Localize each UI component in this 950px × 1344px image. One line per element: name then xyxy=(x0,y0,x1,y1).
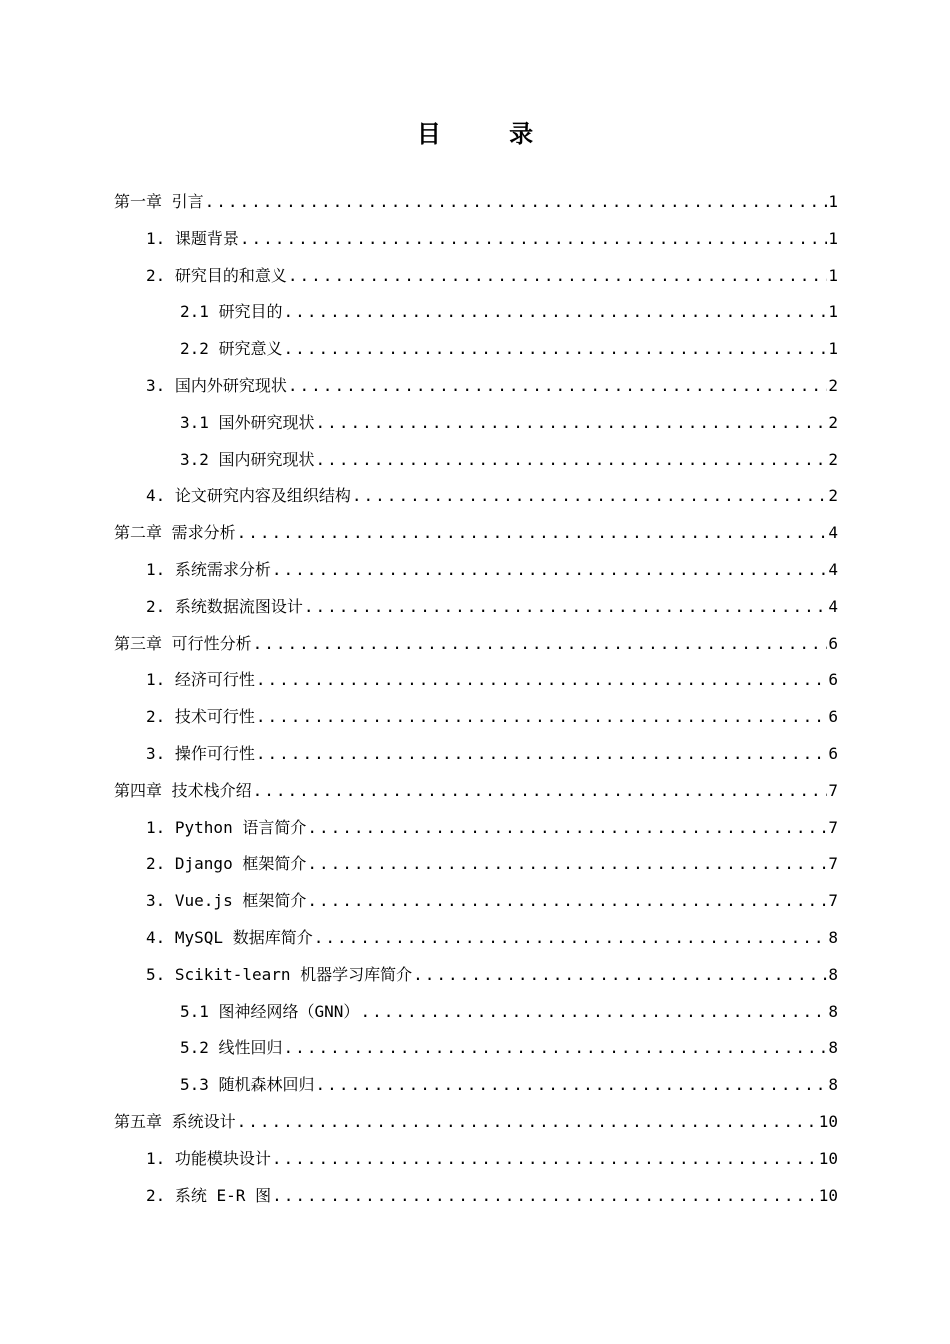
toc-leader-dots xyxy=(205,191,828,213)
toc-leader-dots xyxy=(304,596,827,618)
toc-entry-page: 1 xyxy=(828,192,838,211)
toc-entry-title: 5.2 线性回归 xyxy=(180,1038,283,1058)
toc-leader-dots xyxy=(307,853,827,875)
toc-leader-dots xyxy=(352,485,827,507)
toc-entry[interactable] xyxy=(180,336,838,360)
toc-entry-title: 1. 系统需求分析 xyxy=(146,560,271,579)
toc-leader-dots xyxy=(237,522,828,544)
toc-entry[interactable] xyxy=(146,667,838,691)
toc-entry-title: 3.2 国内研究现状 xyxy=(180,449,315,469)
toc-entry[interactable] xyxy=(146,925,838,949)
toc-leader-dots xyxy=(413,964,827,986)
toc-leader-dots xyxy=(307,890,827,912)
toc-leader-dots xyxy=(284,301,828,323)
toc-entry-title: 2. 系统 E-R 图 xyxy=(146,1185,272,1205)
toc-title: 目 录 xyxy=(416,120,564,148)
toc-entry-title: 5.3 随机森林回归 xyxy=(180,1075,315,1095)
toc-entry-page: 4 xyxy=(828,560,838,579)
toc-entry[interactable] xyxy=(146,962,838,986)
toc-entry[interactable] xyxy=(114,1109,838,1133)
toc-entry[interactable] xyxy=(146,594,838,618)
toc-leader-dots xyxy=(360,1001,827,1023)
toc-entry-page: 7 xyxy=(828,817,838,837)
toc-entry-title: 3. 国内外研究现状 xyxy=(146,376,287,395)
toc-entry[interactable] xyxy=(146,483,838,507)
toc-entry-title: 第四章 技术栈介绍 xyxy=(114,780,252,800)
toc-entry-title: 2. 研究目的和意义 xyxy=(146,265,287,285)
toc-entry-page: 6 xyxy=(828,670,838,690)
toc-leader-dots xyxy=(256,669,827,691)
toc-leader-dots xyxy=(256,706,827,728)
toc-leader-dots xyxy=(284,338,828,360)
toc-entry[interactable] xyxy=(180,1035,838,1059)
toc-entry-page: 7 xyxy=(828,891,838,911)
toc-leader-dots xyxy=(307,817,827,839)
toc-entry-title: 1. 经济可行性 xyxy=(146,670,255,690)
toc-entry[interactable] xyxy=(180,410,838,434)
toc-entry-page: 1 xyxy=(828,228,838,248)
toc-entry-title: 2.1 研究目的 xyxy=(180,302,283,322)
toc-entry-title: 4. 论文研究内容及组织结构 xyxy=(146,486,351,506)
toc-leader-dots xyxy=(316,449,828,471)
toc-leader-dots xyxy=(288,375,827,397)
toc-leader-dots xyxy=(237,1111,818,1133)
toc-entry-page: 2 xyxy=(828,449,838,469)
toc-leader-dots xyxy=(272,559,827,581)
toc-entry[interactable] xyxy=(146,815,838,839)
toc-entry-title: 5.1 图神经网络（GNN） xyxy=(180,1001,360,1021)
toc-entry[interactable] xyxy=(180,299,838,323)
toc-entry-title: 2. Django 框架简介 xyxy=(146,854,307,874)
toc-entry-title: 3. Vue.js 框架简介 xyxy=(146,891,307,911)
toc-entry[interactable] xyxy=(180,1072,838,1096)
toc-entry-page: 6 xyxy=(828,707,838,727)
toc-entry[interactable] xyxy=(146,1183,838,1207)
toc-entry-title: 第一章 引言 xyxy=(114,192,204,211)
toc-leader-dots xyxy=(272,1185,818,1207)
toc-leader-dots xyxy=(314,927,828,949)
toc-entry-page: 8 xyxy=(828,1038,838,1058)
toc-leader-dots xyxy=(240,228,827,250)
toc-entry-page: 1 xyxy=(828,302,838,322)
toc-entry-title: 1. 课题背景 xyxy=(146,228,239,248)
toc-entry-page: 10 xyxy=(818,1148,838,1168)
toc-entry-page: 4 xyxy=(828,596,838,616)
toc-entry[interactable] xyxy=(146,373,838,397)
toc-entry-title: 第五章 系统设计 xyxy=(114,1112,236,1131)
toc-leader-dots xyxy=(256,743,827,765)
toc-entry-page: 4 xyxy=(828,523,838,543)
toc-entry[interactable] xyxy=(146,226,838,250)
toc-entry-title: 5. Scikit-learn 机器学习库简介 xyxy=(146,964,413,984)
toc-entry[interactable] xyxy=(146,741,838,765)
toc-entry-page: 10 xyxy=(818,1185,838,1205)
toc-entry-page: 6 xyxy=(828,633,838,653)
toc-entry-title: 第三章 可行性分析 xyxy=(114,633,252,653)
toc-entry-page: 7 xyxy=(828,780,838,800)
toc-entry[interactable] xyxy=(146,851,838,875)
toc-entry-page: 2 xyxy=(828,486,838,506)
toc-entry[interactable] xyxy=(146,888,838,912)
toc-leader-dots xyxy=(284,1037,828,1059)
toc-entry-title: 1. 功能模块设计 xyxy=(146,1148,271,1168)
toc-entry-page: 8 xyxy=(828,928,838,947)
toc-entry-page: 1 xyxy=(828,339,838,359)
toc-entry-title: 4. MySQL 数据库简介 xyxy=(146,928,313,947)
toc-entry[interactable] xyxy=(180,999,838,1023)
toc-entry[interactable] xyxy=(114,189,838,213)
toc-entry-page: 7 xyxy=(828,854,838,874)
toc-entry-page: 10 xyxy=(818,1112,838,1131)
toc-entry-title: 第二章 需求分析 xyxy=(114,523,236,543)
toc-entry-page: 8 xyxy=(828,1075,838,1095)
toc-entry-page: 8 xyxy=(828,964,838,984)
toc-entry-page: 6 xyxy=(828,744,838,763)
toc-entry-title: 2. 系统数据流图设计 xyxy=(146,596,303,616)
toc-leader-dots xyxy=(272,1148,818,1170)
toc-entry-title: 3. 操作可行性 xyxy=(146,744,255,763)
toc-entry[interactable] xyxy=(146,263,838,287)
toc-entry-page: 2 xyxy=(828,412,838,432)
toc-entry-title: 2.2 研究意义 xyxy=(180,339,283,359)
toc-entry[interactable] xyxy=(114,520,838,544)
toc-entry-title: 3.1 国外研究现状 xyxy=(180,412,315,432)
toc-entry[interactable] xyxy=(114,631,838,655)
toc-leader-dots xyxy=(316,412,828,434)
toc-entry[interactable] xyxy=(146,704,838,728)
toc-entry[interactable] xyxy=(146,1146,838,1170)
toc-entry[interactable] xyxy=(180,447,838,471)
toc-leader-dots xyxy=(316,1074,828,1096)
toc-entry-title: 2. 技术可行性 xyxy=(146,707,255,727)
toc-leader-dots xyxy=(288,265,827,287)
toc-entry-page: 1 xyxy=(828,265,838,285)
toc-entry-page: 2 xyxy=(828,376,838,395)
toc-leader-dots xyxy=(253,633,828,655)
toc-leader-dots xyxy=(253,780,828,802)
toc-entry-page: 8 xyxy=(828,1001,838,1021)
toc-entry[interactable] xyxy=(114,778,838,802)
toc-entry-title: 1. Python 语言简介 xyxy=(146,817,307,837)
toc-entry[interactable] xyxy=(146,557,838,581)
